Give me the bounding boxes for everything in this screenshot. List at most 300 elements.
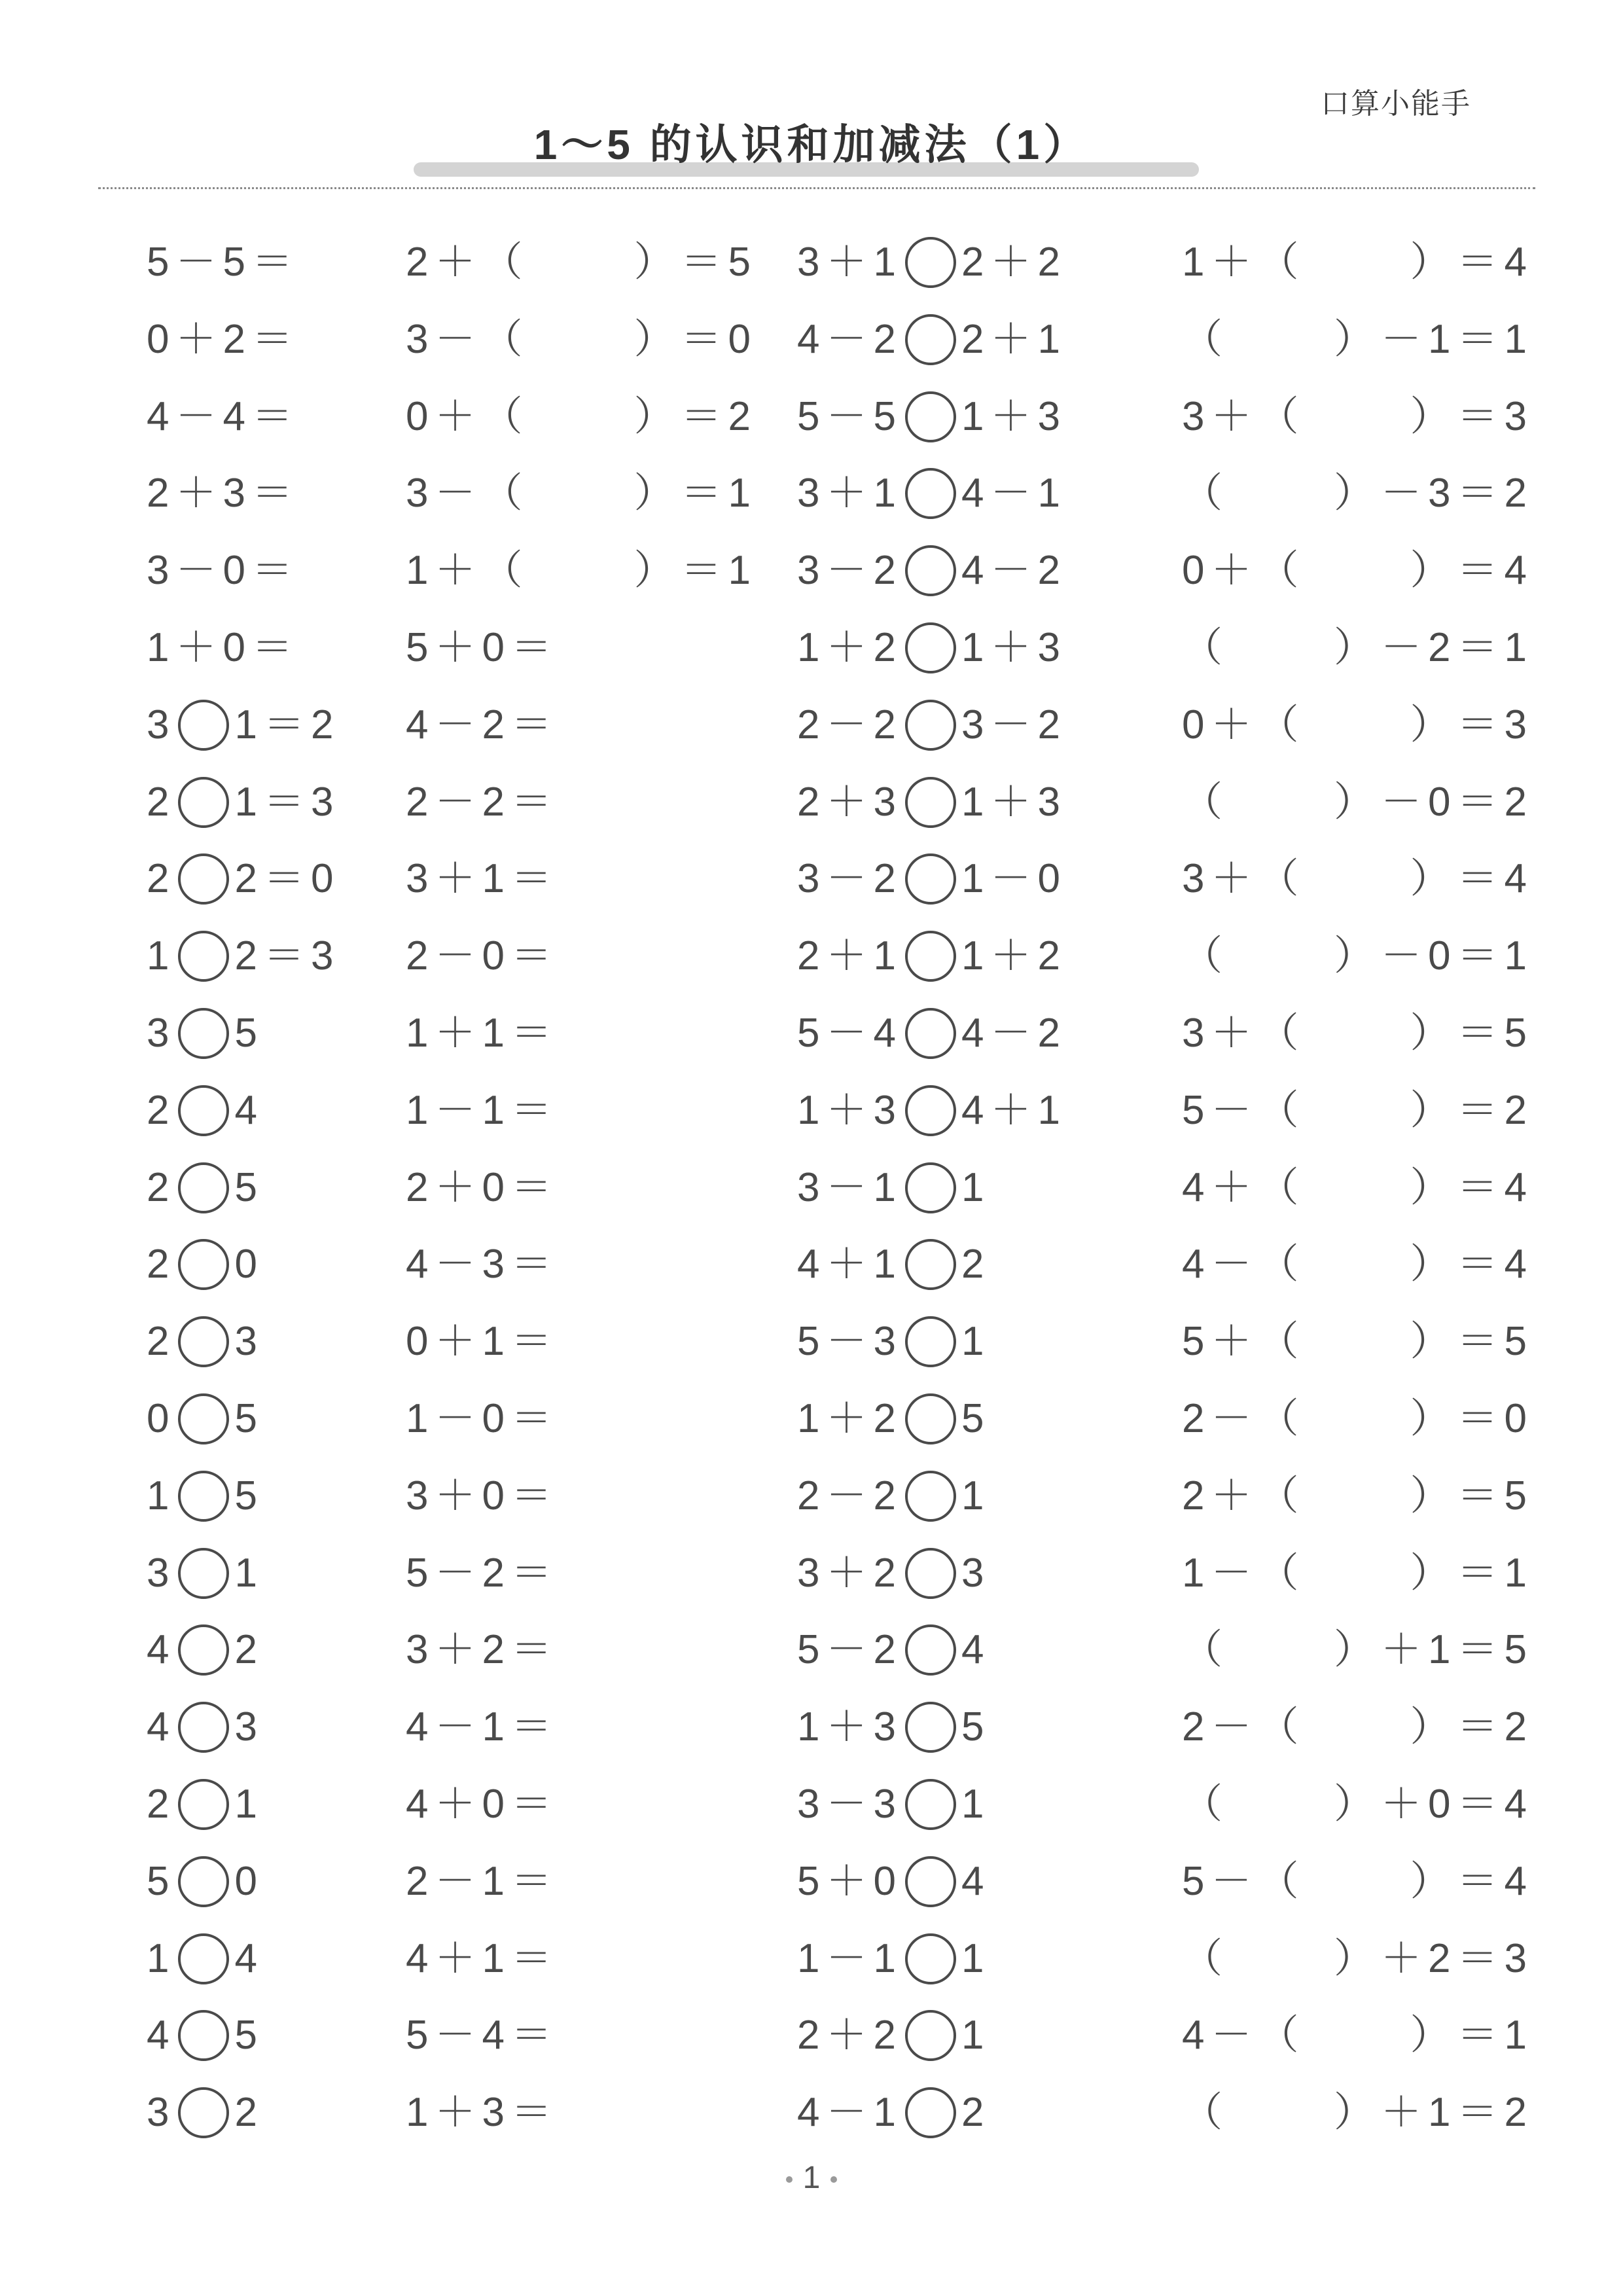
exercise-left-text: 2 [147,1781,176,1827]
exercise-right-text: 1 [961,1473,991,1518]
exercise-item [1182,224,1533,301]
compare-circle-blank[interactable] [905,853,956,905]
exercise-right-text: 5 [961,1704,991,1750]
exercise-item [797,1689,990,1766]
exercise-left-text: 2＋3 [797,779,902,825]
exercise-right-text: ）＝3 [1410,702,1533,747]
exercise-left-text: 2－（ [1182,1704,1306,1750]
exercise-left-text: 2＋（ [1182,1473,1306,1518]
exercise-item [797,1149,990,1227]
compare-circle-blank[interactable] [178,1162,229,1213]
exercise-left-text: 5－2＝ [406,1550,558,1596]
exercise-item [147,918,340,995]
exercise-item [406,1766,558,1843]
exercise-item [406,1149,558,1227]
exercise-right-text: ）＝0 [1410,1395,1533,1441]
exercise-item [797,378,1067,456]
compare-circle-blank[interactable] [178,1624,229,1676]
exercise-right-text: ）＝1 [633,548,757,594]
exercise-item [1182,1843,1533,1920]
exercise-right-text: 1＝3 [234,779,340,825]
compare-circle-blank[interactable] [178,1933,229,1984]
exercise-row [0,455,1623,532]
exercise-right-text: 1－0 [961,856,1067,902]
exercise-item [147,455,299,532]
exercise-item [147,1766,264,1843]
exercise-item [147,301,299,378]
footer-dot-left [786,2176,793,2183]
exercise-item [1182,1072,1533,1149]
exercise-grid [0,224,1623,2151]
exercise-right-text: 3 [234,1704,264,1750]
exercise-left-text: 5＋（ [1182,1319,1306,1365]
compare-circle-blank[interactable] [905,777,956,828]
compare-circle-blank[interactable] [905,1008,956,1059]
header-divider [98,187,1535,189]
exercise-left-text: 1＋（ [406,548,529,594]
exercise-item [797,224,1067,301]
exercise-left-text: 3＋（ [1182,856,1306,902]
exercise-item [406,378,757,456]
exercise-row [0,609,1623,687]
exercise-left-text: 4－3＝ [406,1242,558,1287]
exercise-left-text: 2－2 [797,702,902,747]
exercise-row [0,764,1623,841]
compare-circle-blank[interactable] [178,1702,229,1753]
compare-circle-blank[interactable] [178,931,229,982]
exercise-right-text: 1 [234,1550,264,1596]
exercise-left-text: 2＋（ [406,240,529,285]
exercise-right-text: 0 [234,1242,264,1287]
exercise-right-text: ）－0＝2 [1334,779,1533,825]
exercise-item [147,224,299,301]
exercise-right-text: ）＝1 [1410,1550,1533,1596]
exercise-row [0,224,1623,301]
exercise-item [147,1380,264,1458]
exercise-right-text: ）＝5 [633,240,757,285]
exercise-left-text: 4＋1＝ [406,1935,558,1981]
exercise-item [406,1226,558,1303]
exercise-item [1182,1535,1533,1612]
exercise-left-text: 1－0＝ [406,1395,558,1441]
compare-circle-blank[interactable] [905,1162,956,1213]
compare-circle-blank[interactable] [178,1008,229,1059]
exercise-left-text: （ [1182,316,1230,362]
exercise-row [0,1226,1623,1303]
exercise-item [147,378,299,456]
compare-circle-blank[interactable] [905,622,956,673]
exercise-item [406,764,558,841]
exercise-right-text: ）＋1＝2 [1334,2090,1533,2136]
exercise-left-text: 2 [147,1242,176,1287]
exercise-right-text: 2＋1 [961,316,1067,362]
exercise-right-text: ）＝4 [1410,548,1533,594]
exercise-left-text: 3－2 [797,856,902,902]
exercise-item [1182,764,1533,841]
exercise-left-text: 4 [147,1627,176,1673]
exercise-item [797,455,1067,532]
exercise-item [1182,1766,1533,1843]
compare-circle-blank[interactable] [905,1393,956,1444]
exercise-item [1182,1226,1533,1303]
exercise-item [797,1535,990,1612]
exercise-left-text: 1 [147,933,176,979]
exercise-item [147,1997,264,2074]
exercise-left-text: 3＋1 [797,240,902,285]
compare-circle-blank[interactable] [905,468,956,519]
compare-circle-blank[interactable] [178,777,229,828]
exercise-right-text: 4－1 [961,471,1067,516]
exercise-item [1182,995,1533,1072]
exercise-item [147,995,264,1072]
exercise-right-text: ）＝4 [1410,1242,1533,1287]
exercise-right-text: 5 [234,2013,264,2058]
compare-circle-blank[interactable] [178,2087,229,2138]
exercise-left-text: 1＋0＝ [147,624,299,670]
exercise-left-text: 5－4＝ [406,2013,558,2058]
exercise-item [797,301,1067,378]
exercise-row [0,301,1623,378]
compare-circle-blank[interactable] [905,1856,956,1907]
compare-circle-blank[interactable] [178,1856,229,1907]
exercise-item [147,1611,264,1689]
exercise-right-text: 4－2 [961,548,1067,594]
exercise-left-text: 3＋2 [797,1550,902,1596]
exercise-right-text: 4－2 [961,1010,1067,1056]
exercise-left-text: 3－3 [797,1781,902,1827]
compare-circle-blank[interactable] [905,1239,956,1290]
compare-circle-blank[interactable] [178,1393,229,1444]
exercise-right-text: 1 [961,2013,991,2058]
exercise-right-text: ）＝2 [633,393,757,439]
exercise-right-text: 2 [234,1627,264,1673]
exercise-right-text: 3 [234,1319,264,1365]
exercise-left-text: 1＋2 [797,1395,902,1441]
compare-circle-blank[interactable] [905,237,956,288]
exercise-item [1182,378,1533,456]
compare-circle-blank[interactable] [905,1085,956,1136]
exercise-left-text: 3 [147,1550,176,1596]
exercise-right-text: 5 [234,1473,264,1518]
exercise-item [797,609,1067,687]
compare-circle-blank[interactable] [178,1548,229,1599]
exercise-item [406,455,757,532]
compare-circle-blank[interactable] [905,700,956,751]
exercise-item [406,1458,558,1535]
exercise-row [0,1920,1623,1998]
exercise-item [147,1843,264,1920]
exercise-left-text: 0＋2＝ [147,316,299,362]
exercise-item [797,1458,990,1535]
exercise-item [406,1920,558,1998]
exercise-right-text: 2 [961,2090,991,2136]
exercise-left-text: 4－1＝ [406,1704,558,1750]
exercise-item [797,1766,990,1843]
compare-circle-blank[interactable] [905,1624,956,1676]
exercise-left-text: 5－4 [797,1010,902,1056]
exercise-left-text: 3＋2＝ [406,1627,558,1673]
exercise-item [797,764,1067,841]
exercise-right-text: 3 [961,1550,991,1596]
exercise-right-text: ）＝0 [633,316,757,362]
exercise-item [406,301,757,378]
exercise-left-text: 1－（ [1182,1550,1306,1596]
exercise-item [797,1611,990,1689]
exercise-right-text: ）－1＝1 [1334,316,1533,362]
exercise-left-text: 4 [147,2013,176,2058]
compare-circle-blank[interactable] [178,1239,229,1290]
exercise-right-text: 2＋2 [961,240,1067,285]
exercise-left-text: 4－4＝ [147,393,299,439]
exercise-left-text: 1－1＝ [406,1087,558,1133]
exercise-left-text: 3 [147,1010,176,1056]
exercise-left-text: 2＋3＝ [147,471,299,516]
exercise-item [406,1072,558,1149]
exercise-left-text: 2－1＝ [406,1858,558,1904]
compare-circle-blank[interactable] [178,1779,229,1830]
exercise-item [406,1997,558,2074]
page-number: 1 [802,2161,821,2195]
compare-circle-blank[interactable] [905,1933,956,1984]
exercise-item [1182,609,1533,687]
exercise-item [797,532,1067,609]
page-title: 1～5 的认识和加减法（1） [533,121,1090,168]
exercise-left-text: 2－0＝ [406,933,558,979]
compare-circle-blank[interactable] [178,853,229,905]
exercise-item [406,1843,558,1920]
compare-circle-blank[interactable] [178,700,229,751]
exercise-right-text: 2 [961,1242,991,1287]
exercise-item [406,1535,558,1612]
exercise-right-text: ）＝5 [1410,1010,1533,1056]
exercise-item [406,2074,558,2151]
compare-circle-blank[interactable] [905,1779,956,1830]
exercise-item [147,2074,264,2151]
exercise-right-text: ）－0＝1 [1334,933,1533,979]
compare-circle-blank[interactable] [905,931,956,982]
compare-circle-blank[interactable] [905,314,956,365]
exercise-left-text: 3＋1 [797,471,902,516]
exercise-item [1182,2074,1533,2151]
exercise-left-text: 3＋0＝ [406,1473,558,1518]
exercise-left-text: 2 [147,1319,176,1365]
exercise-right-text: 4 [234,1935,264,1981]
compare-circle-blank[interactable] [905,1548,956,1599]
exercise-item [147,1226,264,1303]
exercise-row [0,1766,1623,1843]
exercise-row [0,1380,1623,1458]
exercise-left-text: 4＋（ [1182,1164,1306,1210]
exercise-row [0,918,1623,995]
exercise-item [1182,532,1533,609]
exercise-right-text: ）＝4 [1410,1164,1533,1210]
exercise-right-text: 4 [961,1627,991,1673]
compare-circle-blank[interactable] [178,1316,229,1367]
exercise-left-text: 1＋1＝ [406,1010,558,1056]
compare-circle-blank[interactable] [905,545,956,596]
exercise-right-text: ）＋1＝5 [1334,1627,1533,1673]
compare-circle-blank[interactable] [905,2010,956,2061]
exercise-item [147,1149,264,1227]
exercise-item [797,1072,1067,1149]
exercise-item [406,609,558,687]
exercise-item [406,1611,558,1689]
compare-circle-blank[interactable] [178,1085,229,1136]
exercise-item [147,1303,264,1380]
exercise-right-text: 5 [234,1164,264,1210]
exercise-item [147,1920,264,1998]
exercise-left-text: 5－（ [1182,1087,1306,1133]
exercise-right-text: 5 [961,1395,991,1441]
compare-circle-blank[interactable] [905,1702,956,1753]
exercise-left-text: 3 [147,702,176,747]
footer-dot-right [830,2176,837,2183]
exercise-item [1182,1920,1533,1998]
exercise-right-text: ）＝1 [633,471,757,516]
exercise-right-text: ）＝4 [1410,240,1533,285]
exercise-left-text: （ [1182,1627,1230,1673]
exercise-left-text: 2 [147,779,176,825]
exercise-item [797,1997,990,2074]
exercise-right-text: 1＋3 [961,393,1067,439]
exercise-right-text: 5 [234,1010,264,1056]
exercise-left-text: 4－（ [1182,2013,1306,2058]
compare-circle-blank[interactable] [905,391,956,442]
exercise-left-text: 1＋（ [1182,240,1306,285]
exercise-left-text: 0＋（ [1182,548,1306,594]
page-footer [0,2160,1623,2196]
exercise-row [0,378,1623,456]
exercise-right-text: ）＝4 [1410,856,1533,902]
exercise-left-text: 3＋（ [1182,1010,1306,1056]
exercise-item [1182,1689,1533,1766]
exercise-right-text: 1 [961,1935,991,1981]
exercise-left-text: 4－（ [1182,1242,1306,1287]
exercise-item [147,1535,264,1612]
exercise-row [0,1843,1623,1920]
exercise-item [1182,1303,1533,1380]
exercise-left-text: （ [1182,933,1230,979]
exercise-left-text: 4－1 [797,2090,902,2136]
exercise-left-text: 0＋（ [1182,702,1306,747]
exercise-right-text: 1＋3 [961,779,1067,825]
exercise-right-text: ）＝4 [1410,1858,1533,1904]
exercise-left-text: 3－1 [797,1164,902,1210]
exercise-item [406,1380,558,1458]
exercise-item [147,840,340,918]
exercise-left-text: 5－3 [797,1319,902,1365]
exercise-item [1182,1611,1533,1689]
exercise-left-text: 2－2 [797,1473,902,1518]
exercise-left-text: 4－2 [797,316,902,362]
exercise-item [147,1072,264,1149]
exercise-left-text: 5－（ [1182,1858,1306,1904]
compare-circle-blank[interactable] [178,1471,229,1522]
exercise-left-text: 5 [147,1858,176,1904]
exercise-left-text: 0 [147,1395,176,1441]
exercise-right-text: 1 [961,1319,991,1365]
exercise-row [0,1535,1623,1612]
exercise-left-text: 2＋2 [797,2013,902,2058]
exercise-right-text: 2 [234,2090,264,2136]
exercise-left-text: 0＋1＝ [406,1319,558,1365]
exercise-item [147,532,299,609]
exercise-row [0,840,1623,918]
exercise-left-text: （ [1182,624,1230,670]
exercise-row [0,1458,1623,1535]
exercise-right-text: ）＋0＝4 [1334,1781,1533,1827]
exercise-left-text: 2 [147,856,176,902]
exercise-right-text: 4＋1 [961,1087,1067,1133]
exercise-right-text: 1＝2 [234,702,340,747]
exercise-left-text: 4 [147,1704,176,1750]
exercise-left-text: 4－2＝ [406,702,558,747]
exercise-right-text: ）＋2＝3 [1334,1935,1533,1981]
exercise-item [1182,301,1533,378]
exercise-right-text: ）＝2 [1410,1704,1533,1750]
exercise-left-text: 3＋（ [1182,393,1306,439]
compare-circle-blank[interactable] [905,2087,956,2138]
exercise-item [1182,840,1533,918]
exercise-item [406,224,757,301]
exercise-row [0,1611,1623,1689]
exercise-right-text: 2＝0 [234,856,340,902]
exercise-left-text: 5＋0＝ [406,624,558,670]
exercise-left-text: 1＋3 [797,1087,902,1133]
exercise-left-text: 1＋3＝ [406,2090,558,2136]
exercise-left-text: 2＋1 [797,933,902,979]
exercise-item [1182,1458,1533,1535]
exercise-item [147,764,340,841]
exercise-row [0,1689,1623,1766]
exercise-item [797,2074,990,2151]
exercise-item [1182,918,1533,995]
exercise-right-text: 4 [234,1087,264,1133]
compare-circle-blank[interactable] [905,1471,956,1522]
exercise-row [0,1997,1623,2074]
exercise-right-text: 1 [234,1781,264,1827]
exercise-right-text: 1 [961,1164,991,1210]
exercise-item [406,532,757,609]
exercise-right-text: 3－2 [961,702,1067,747]
exercise-left-text: 3－（ [406,316,529,362]
exercise-item [1182,1997,1533,2074]
brand-label: 口算小能手 [1321,88,1471,120]
exercise-item [406,995,558,1072]
exercise-item [1182,687,1533,764]
exercise-left-text: （ [1182,2090,1230,2136]
exercise-left-text: 1 [147,1473,176,1518]
exercise-left-text: 5－5 [797,393,902,439]
exercise-row [0,1149,1623,1227]
compare-circle-blank[interactable] [178,2010,229,2061]
exercise-left-text: 1－1 [797,1935,902,1981]
exercise-right-text: 5 [234,1395,264,1441]
exercise-left-text: 2－（ [1182,1395,1306,1441]
exercise-right-text: ）－2＝1 [1334,624,1533,670]
exercise-item [797,840,1067,918]
exercise-left-text: 1＋2 [797,624,902,670]
exercise-item [147,1458,264,1535]
exercise-right-text: 1＋2 [961,933,1067,979]
exercise-left-text: （ [1182,1935,1230,1981]
compare-circle-blank[interactable] [905,1316,956,1367]
exercise-right-text: ）＝5 [1410,1319,1533,1365]
exercise-row [0,687,1623,764]
exercise-left-text: （ [1182,779,1230,825]
exercise-right-text: 0 [234,1858,264,1904]
exercise-right-text: 1＋3 [961,624,1067,670]
